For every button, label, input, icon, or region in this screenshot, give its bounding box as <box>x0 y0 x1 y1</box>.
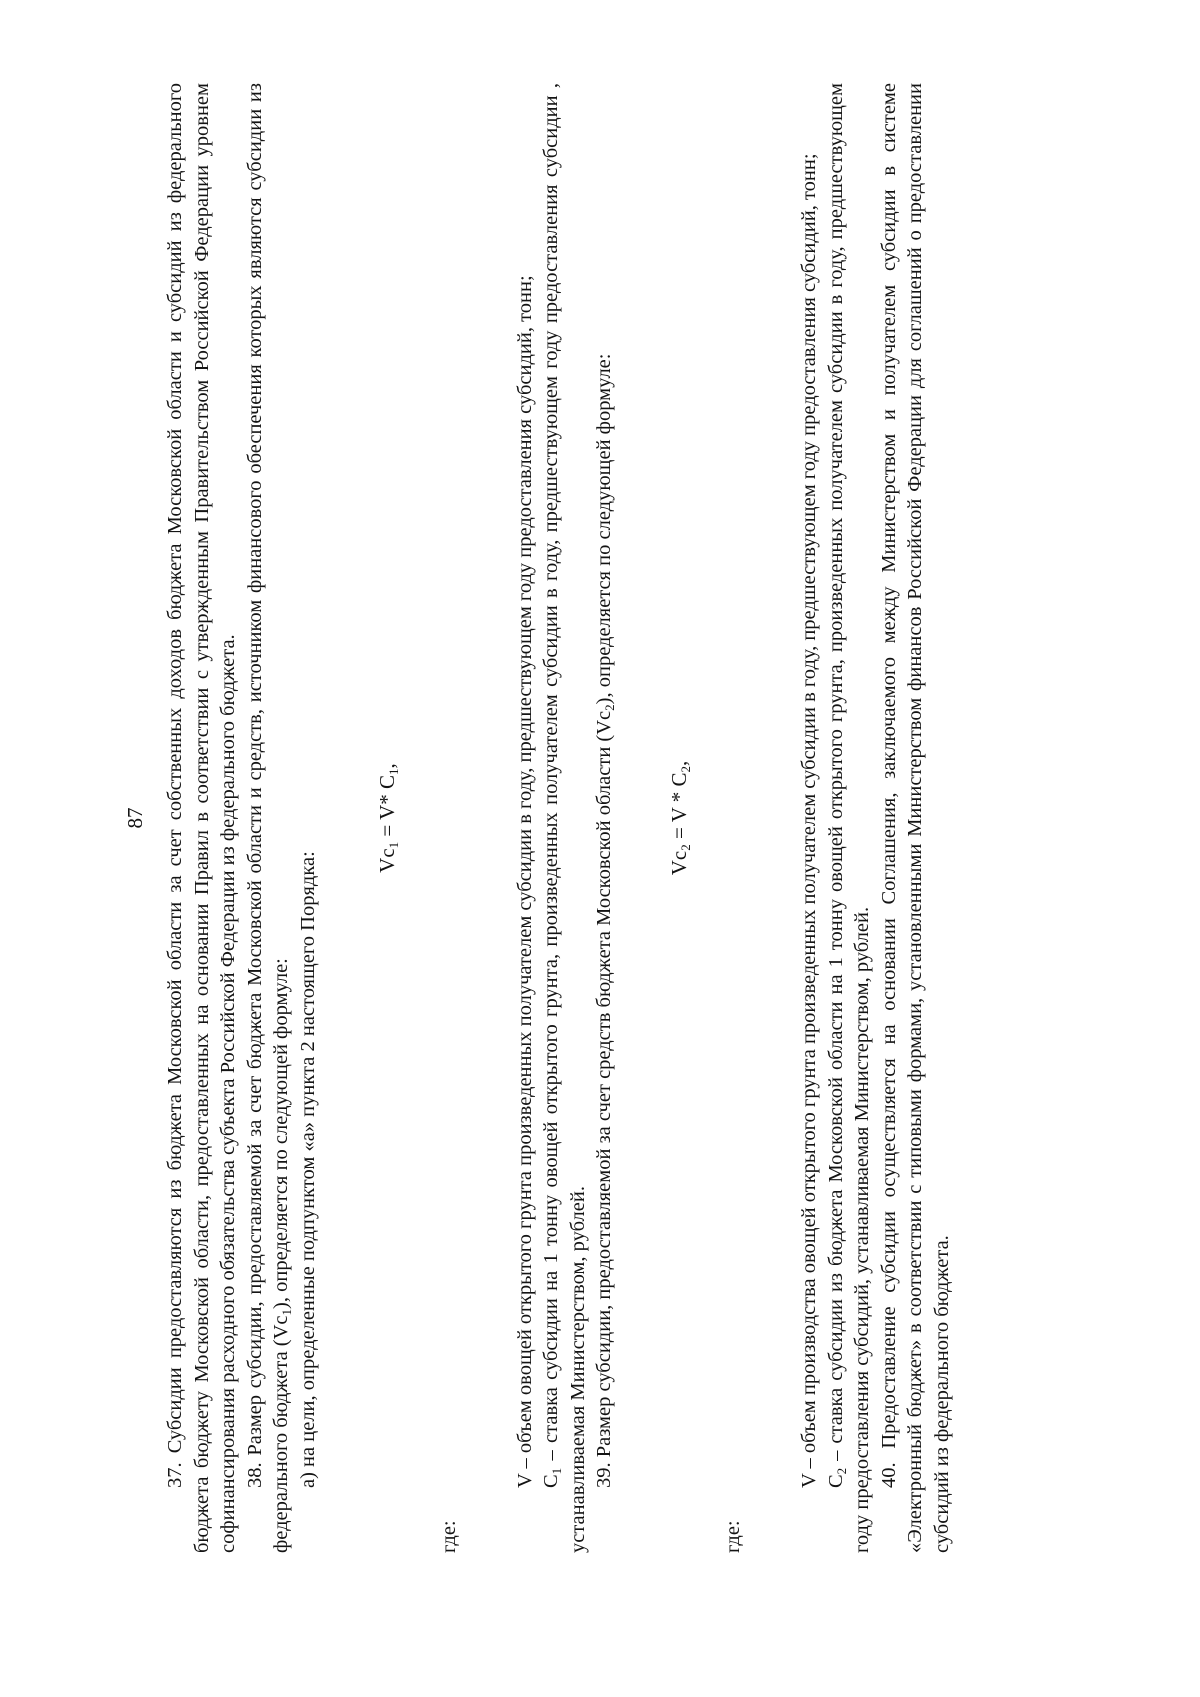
paragraph-38-text: 38. Размер субсидии, предоставляемой за счет бюджета Московской области и средств, источником финансового обеспечения которых являются субсидии из федерального бюджета (Vc <box>243 83 293 1553</box>
definition-c2-letter: С <box>824 1474 847 1488</box>
document-body <box>162 83 956 1553</box>
definition-c1-sub: 1 <box>549 1467 565 1475</box>
formula-vc2-mid: = V * C <box>666 772 691 845</box>
paragraph-38 <box>242 83 295 1553</box>
definition-c1-text: – ставка субсидии на 1 тонну овощей открытого грунта, произведенных получателем субсидии в году, предшествующем году предоставления субсидии , устанавливаемая Министерством, рублей. <box>540 83 589 1553</box>
paragraph-37: 37. Субсидии предоставляются из бюджета Московской области за счет собственных доходов бюджета Московской области и субсидий из федерального бюджета бюджету Московской области, предоставленных на основании Правил в соответствии с утвержденным Правительством Российской Федерации уровнем софинансирования расходного обязательства субъекта Российской Федерации из федерального бюджета. <box>164 83 240 1553</box>
paragraph-39-end: ), определяется по следующей формуле: <box>593 353 616 705</box>
paragraph-40: 40. Предоставление субсидии осуществляется на основании Соглашения, заключаемого между Министерством и получателем субсидии в системе «Электронный бюджет» в соответствии с типовыми формами, установленными Министерством финансов Российской Федерации для соглашений о предоставлении субсидий из федерального бюджета. <box>877 83 953 1553</box>
where-label-2: где: <box>721 1520 744 1553</box>
formula-vc1-rhs-sub: 1 <box>385 768 401 775</box>
paragraph-39 <box>591 83 618 1553</box>
subparagraph-a: а) на цели, определенные подпунктом «а» пункта 2 настоящего Порядка: <box>296 851 319 1488</box>
definition-v-2: V – объем производства овощей открытого грунта произведенных получателем субсидии в году, предшествующем году предоставления субсидий, тонн; <box>797 153 820 1488</box>
rotated-document-page <box>122 83 1042 1553</box>
definition-c2-text: – ставка субсидии из бюджета Московской области на 1 тонну овощей открытого грунта, произведенных получателем субсидии в году, предшествующем году предоставления субсидий, устанавливаемая Министерством, рублей. <box>824 83 874 1553</box>
definition-c1 <box>538 83 591 1553</box>
formula-vc2-rhs-sub: 2 <box>677 766 693 773</box>
paragraph-38-end: ), определяется по следующей формуле: <box>270 958 293 1309</box>
paragraph-39-subscript: 2 <box>602 704 618 711</box>
formula-vc2 <box>666 83 692 1553</box>
paragraph-39-text: 39. Размер субсидии, предоставляемой за счет средств бюджета Московской области (Vc <box>593 710 616 1488</box>
formula-vc1-lhs: Vc <box>374 848 399 873</box>
where-label-1: где: <box>437 1520 460 1553</box>
definition-c1-letter: С <box>540 1474 563 1488</box>
definition-c2-sub: 2 <box>833 1467 849 1475</box>
definition-v-1: V – объем овощей открытого грунта произведенных получателем субсидии в году, предшествующем году предоставления субсидий, тонн; <box>513 275 536 1488</box>
formula-vc1-end: , <box>374 763 399 769</box>
page-number: 87 <box>123 807 147 829</box>
definition-c2 <box>823 83 876 1553</box>
formula-vc2-end: , <box>666 760 691 766</box>
formula-vc2-lhs: Vc <box>666 850 691 876</box>
formula-vc2-lhs-sub: 2 <box>677 844 693 851</box>
formula-vc1-lhs-sub: 1 <box>385 841 401 849</box>
formula-vc1 <box>374 83 400 1553</box>
paragraph-38-subscript: 1 <box>279 1308 295 1316</box>
formula-vc1-mid: = V* C <box>374 774 399 842</box>
